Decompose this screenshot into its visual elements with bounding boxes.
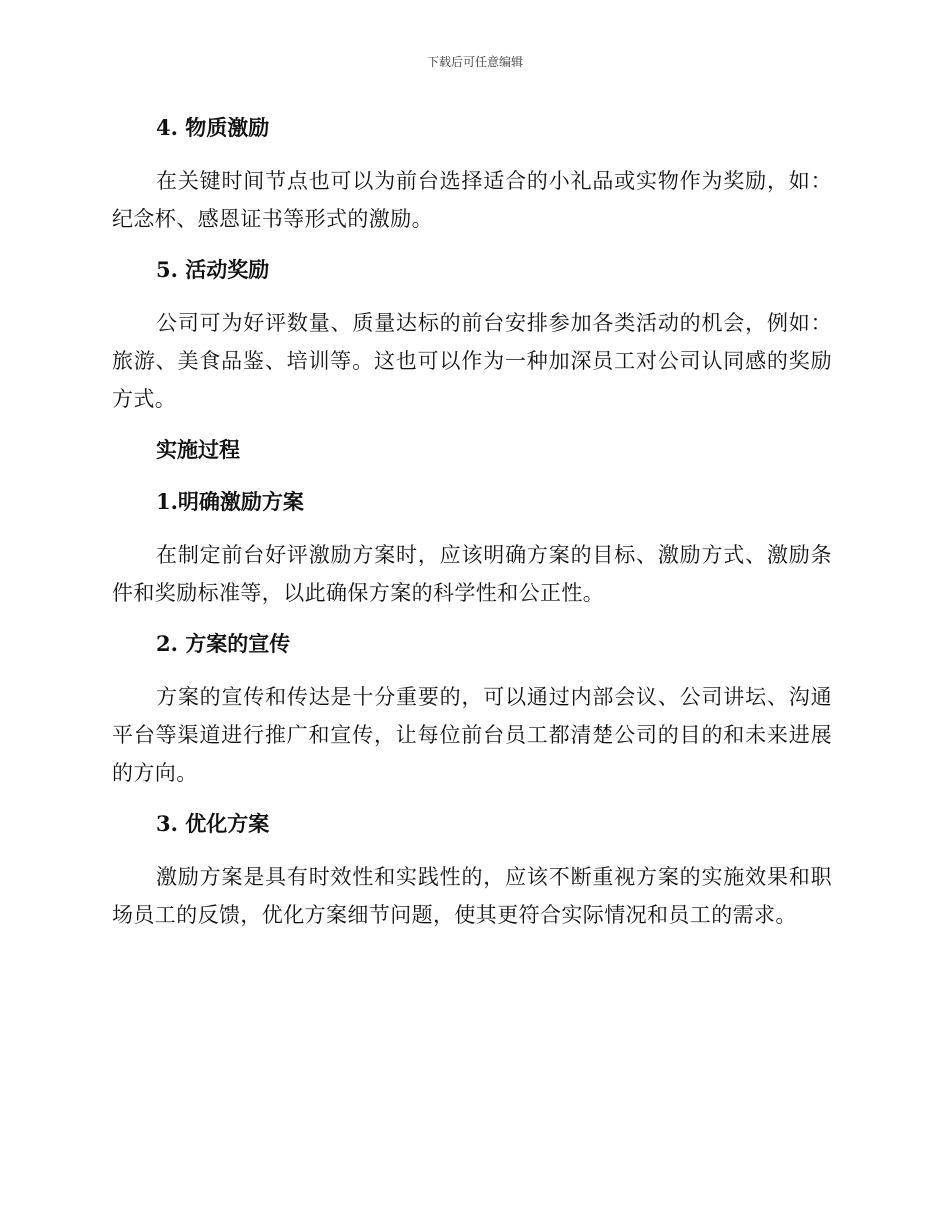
heading-define-plan: 1.明确激励方案: [156, 489, 304, 514]
paragraph-material-incentive: 在关键时间节点也可以为前台选择适合的小礼品或实物作为奖励，如：纪念杯、感恩证书等形式的激励。: [112, 169, 832, 231]
paragraph-optimize-plan: 激励方案是具有时效性和实践性的，应该不断重视方案的实施效果和职场员工的反馈，优化方案细节问题，使其更符合实际情况和员工的需求。: [112, 865, 832, 927]
page-header: 下载后可任意编辑: [426, 55, 523, 69]
heading-activity-reward: 5. 活动奖励: [156, 257, 270, 282]
paragraph-activity-reward: 公司可为好评数量、质量达标的前台安排参加各类活动的机会，例如：旅游、美食品鉴、培训等。这也可以作为一种加深员工对公司认同感的奖励方式。: [112, 311, 832, 411]
heading-implementation: 实施过程: [156, 437, 240, 462]
heading-plan-promotion: 2. 方案的宣传: [156, 631, 291, 656]
document-body: [112, 110, 832, 934]
heading-material-incentive: 4. 物质激励: [156, 115, 270, 140]
heading-optimize-plan: 3. 优化方案: [156, 811, 270, 836]
paragraph-define-plan: 在制定前台好评激励方案时，应该明确方案的目标、激励方式、激励条件和奖励标准等，以此确保方案的科学性和公正性。: [112, 543, 832, 605]
paragraph-plan-promotion: 方案的宣传和传达是十分重要的，可以通过内部会议、公司讲坛、沟通平台等渠道进行推广和宣传，让每位前台员工都清楚公司的目的和未来进展的方向。: [112, 685, 832, 785]
